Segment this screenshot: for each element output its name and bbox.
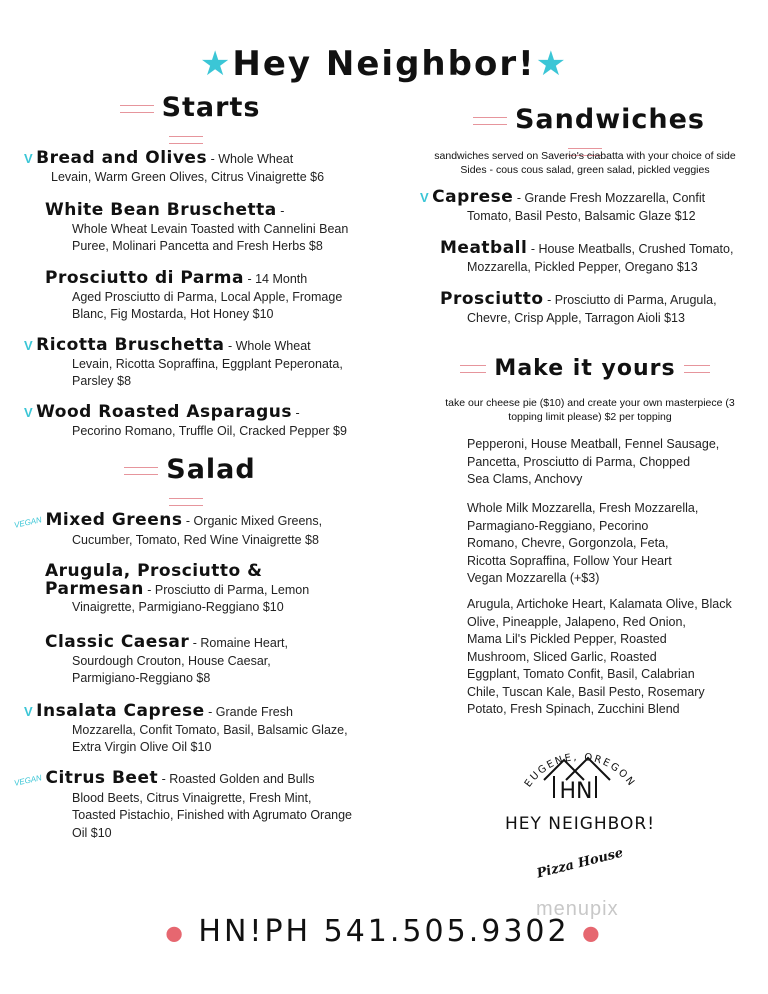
bullet-dot-icon: ● (582, 920, 603, 945)
bullet-dot-icon: ● (165, 920, 186, 945)
menu-item: V Insalata Caprese - Grande Fresh Mozzarella, Confit Tomato, Basil, Balsamic Glaze, Extra Virgin Olive Oil $10 (24, 701, 348, 754)
menu-item: Classic Caesar - Romaine Heart, Sourdough Crouton, House Caesar, Parmigiano-Reggiano $8 (45, 632, 288, 685)
logo-initials: HN (559, 779, 593, 804)
footer-phone (0, 914, 768, 949)
menu-item: V Bread and Olives - Whole Wheat Levain, Warm Green Olives, Citrus Vinaigrette $6 (24, 148, 325, 184)
title-text: Hey Neighbor! (232, 44, 536, 84)
menu-title (0, 44, 768, 84)
heading-rule (169, 136, 203, 144)
menu-item: V Wood Roasted Asparagus - Pecorino Romano, Truffle Oil, Cracked Pepper $9 (24, 402, 347, 438)
heading-rule (460, 365, 486, 373)
sandwiches-heading: Sandwiches (440, 104, 730, 166)
menu-item: VEGAN Mixed Greens - Organic Mixed Greens, Cucumber, Tomato, Red Wine Vinaigrette $8 (13, 510, 323, 547)
heading-rule (124, 467, 158, 475)
heading-rule (473, 117, 507, 125)
sandwiches-note: sandwiches served on Saverio's ciabatta with your choice of side Sides - cous cous salad, green salad, pickled veggies (434, 150, 736, 176)
star-icon: ★ (199, 44, 233, 84)
vegetarian-icon: V (24, 704, 33, 719)
vegan-label: VEGAN (13, 773, 43, 788)
menu-item: VEGAN Citrus Beet - Roasted Golden and Bulls Blood Beets, Citrus Vinaigrette, Fresh Mint, Toasted Pistachio, Finished with Agrumato Orange Oil $10 (13, 768, 353, 840)
menu-item: Meatball - House Meatballs, Crushed Tomato, Mozzarella, Pickled Pepper, Oregano $13 (440, 238, 734, 274)
heading-rule (120, 105, 154, 113)
make-it-yours-note: take our cheese pie ($10) and create your own masterpiece (3 topping limit please) $2 per topping (445, 397, 735, 423)
vegetarian-icon: V (24, 405, 33, 420)
menu-item: Prosciutto di Parma - 14 Month Aged Prosciutto di Parma, Local Apple, Fromage Blanc, Fig Mostarda, Hot Honey $10 (45, 268, 343, 321)
hey-neighbor-logo (500, 732, 660, 902)
heading-rule (684, 365, 710, 373)
phone-number[interactable]: HN!PH 541.505.9302 (198, 914, 570, 949)
starts-heading: Starts (96, 92, 276, 154)
logo-subtitle: Pizza House (535, 845, 625, 882)
vegetarian-icon: V (24, 151, 33, 166)
menu-item: Prosciutto - Prosciutto di Parma, Arugula, Chevre, Crisp Apple, Tarragon Aioli $13 (440, 289, 717, 325)
meat-toppings: Pepperoni, House Meatball, Fennel Sausage, Pancetta, Prosciutto di Parma, Chopped Sea Clams, Anchovy (467, 437, 720, 486)
vegan-label: VEGAN (13, 515, 43, 530)
logo-name: HEY NEIGHBOR! (504, 814, 656, 834)
star-icon: ★ (535, 44, 569, 84)
watermark: menupix (536, 898, 619, 920)
heading-rule (169, 498, 203, 506)
logo-city-text: EUGENE, OREGON (522, 751, 638, 790)
salad-heading: Salad (96, 454, 276, 516)
make-it-yours-heading: Make it yours (440, 356, 730, 381)
menu-item: Arugula, Prosciutto & Parmesan - Prosciutto di Parma, Lemon Vinaigrette, Parmigiano-Reggiano $10 (45, 561, 310, 614)
veggie-toppings: Arugula, Artichoke Heart, Kalamata Olive, Black Olive, Pineapple, Jalapeno, Red Onion, Mama Lil's Pickled Pepper, Roasted Mushroom, Sliced Garlic, Roasted Eggplant, Tomato Confit, Basil, Calabrian Chile, Tuscan Kale, Basil Pesto, Rosemary Potato, Fresh Spinach, Zucchini Blend (467, 597, 732, 716)
menu-item: V Ricotta Bruschetta - Whole Wheat Levain, Ricotta Sopraffina, Eggplant Peperonata, Parsley $8 (24, 335, 343, 388)
menu-item: White Bean Bruschetta - Whole Wheat Levain Toasted with Cannelini Bean Puree, Molinari Pancetta and Fresh Herbs $8 (45, 200, 349, 253)
vegetarian-icon: V (420, 190, 429, 205)
menu-item: V Caprese - Grande Fresh Mozzarella, Confit Tomato, Basil Pesto, Balsamic Glaze $12 (420, 187, 706, 223)
cheese-toppings: Whole Milk Mozzarella, Fresh Mozzarella, Parmagiano-Reggiano, Pecorino Romano, Chevre, Gorgonzola, Feta, Ricotta Sopraffina, Follow Your Heart Vegan Mozzarella (+$3) (467, 501, 699, 585)
vegetarian-icon: V (24, 338, 33, 353)
